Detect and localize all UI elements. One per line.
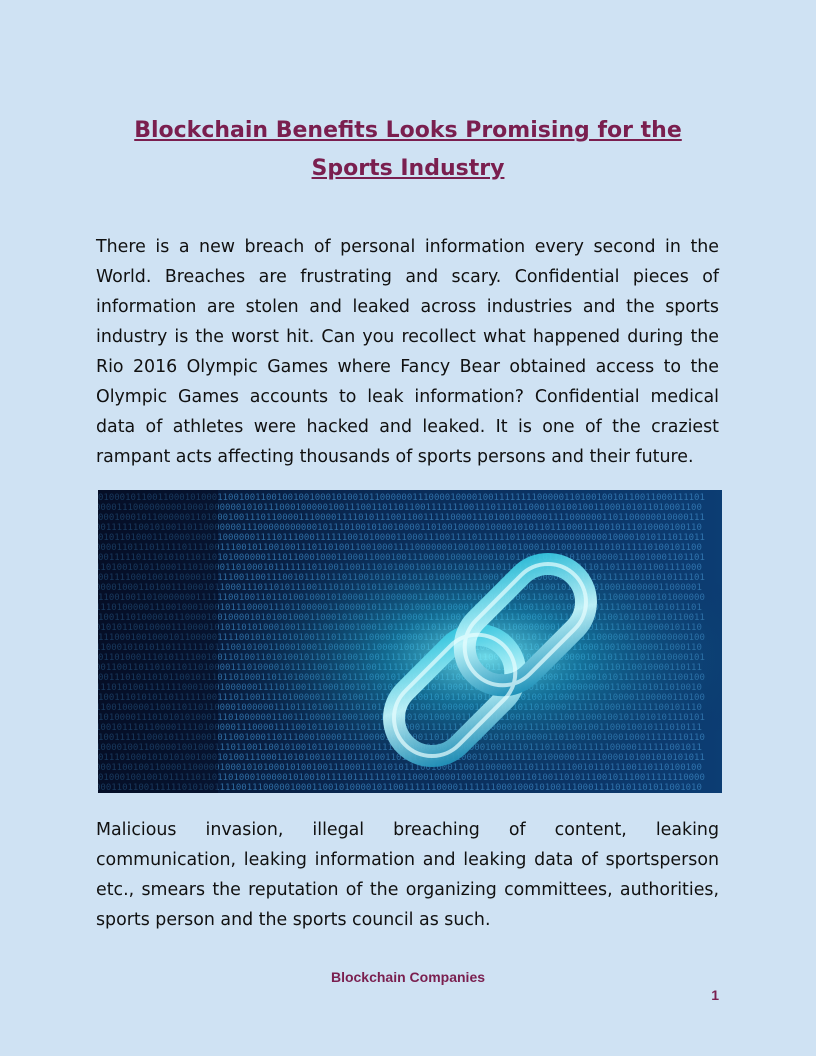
- footer-text: Blockchain Companies: [330, 969, 486, 985]
- binary-chain-image: [98, 490, 722, 793]
- page-number: 1: [711, 987, 719, 1003]
- body-paragraph-1: There is a new breach of personal information every second in the World. Breaches are frustrating and scary. Confidential pieces of information are stolen and leaked across industries and the sports industry is the worst hit. Can you recollect what happened during the Rio 2016 Olympic Games where Fancy Bear obtained access to the Olympic Games accounts to leak information? Confidential medical data of athletes were hacked and leaked. It is one of the craziest rampant acts affecting thousands of sports persons and their future.: [96, 237, 719, 467]
- chain-link-icon: [98, 490, 722, 793]
- body-paragraph-2: Malicious invasion, illegal breaching of content, leaking communication, leaking information and leaking data of sportsperson etc., smears the reputation of the organizing committees, authorities, sports person and the sports council as such.: [96, 820, 719, 930]
- page-title: Blockchain Benefits Looks Promising for the Sports Industry: [134, 118, 682, 181]
